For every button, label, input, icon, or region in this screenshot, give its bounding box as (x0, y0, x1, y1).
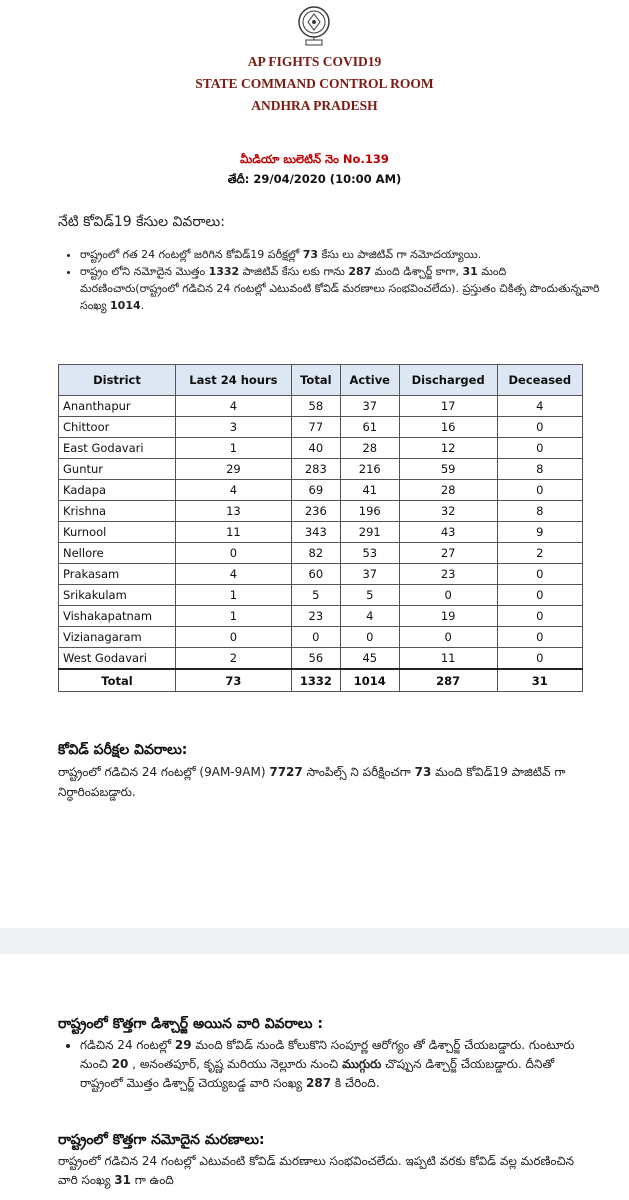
text: మంది మరణించారు(రాష్ట్రంలో గడిచిన 24 గంటల్లో ఎటువంటి కోవిడ్ మరణాలు సంభవించలేదు). ప్రస్తుతం చికిత్స పొందుతున్నవారి సంఖ్య (80, 265, 600, 312)
cell-deceased: 9 (497, 522, 582, 543)
samples-count: 7727 (269, 765, 303, 779)
three-each: ముగ్గురు (342, 1057, 382, 1071)
new-cases-count: 73 (302, 248, 318, 261)
table-row (59, 543, 583, 564)
text: మంది కోవిడ్19 పాజిటివ్ గా నిర్ధారింపబడ్డారు. (58, 765, 566, 799)
col-deceased: Deceased (497, 365, 582, 396)
section-title-discharges: రాష్ట్రంలో కొత్తగా డిశ్చార్జ్ అయిన వారి వివరాలు : (58, 1016, 323, 1032)
cell-discharged: 0 (399, 585, 497, 606)
discharged-count: 287 (348, 265, 372, 278)
cell-total: 69 (291, 480, 340, 501)
cell-active: 196 (340, 501, 399, 522)
text: రాష్ట్రంలో గడిచిన 24 గంటల్లో (9AM-9AM) (58, 765, 270, 779)
table-row (59, 396, 583, 417)
text: రాష్ట్రం లోని నమోదైన మొత్తం (80, 265, 209, 278)
cell-deceased: 2 (497, 543, 582, 564)
cell-deceased: 0 (497, 648, 582, 670)
cell-total: 343 (291, 522, 340, 543)
bullet-summary (80, 263, 600, 314)
bulletin-date (0, 172, 629, 189)
text: . (140, 299, 145, 312)
cell-total: 23 (291, 606, 340, 627)
cell-district: Chittoor (59, 417, 176, 438)
cell-district: Kurnool (59, 522, 176, 543)
header-line-3: ANDHRA PRADESH (251, 98, 378, 113)
cell-last-24-hours: 4 (175, 396, 291, 417)
cell-deceased: 0 (497, 606, 582, 627)
cell-discharged: 17 (399, 396, 497, 417)
cell-district: Guntur (59, 459, 176, 480)
bulletin-number: మీడియా బులెటిన్ నెం No.139 (240, 152, 389, 166)
total-deceased: 31 (497, 669, 582, 692)
total-discharged: 287 (306, 1076, 332, 1090)
cell-district: Vishakapatnam (59, 606, 176, 627)
text: గడిచిన 24 గంటల్లో (80, 1038, 175, 1052)
table-row (59, 606, 583, 627)
table-row (59, 522, 583, 543)
deaths-paragraph (58, 1152, 578, 1190)
total-total: 1332 (291, 669, 340, 692)
district-cases-table (58, 364, 583, 692)
section-title-today: నేటి కోవిడ్19 కేసుల వివరాలు: (58, 214, 225, 230)
bullet-discharges (80, 1036, 600, 1093)
cell-last-24-hours: 0 (175, 627, 291, 648)
cell-last-24-hours: 4 (175, 564, 291, 585)
today-bullets (62, 246, 600, 314)
date-label: తేదీ: (227, 172, 254, 186)
cell-district: Nellore (59, 543, 176, 564)
cell-last-24-hours: 1 (175, 438, 291, 459)
header-line-2: STATE COMMAND CONTROL ROOM (195, 76, 434, 91)
total-discharged: 287 (399, 669, 497, 692)
cell-discharged: 0 (399, 627, 497, 648)
cell-last-24-hours: 1 (175, 606, 291, 627)
cell-discharged: 32 (399, 501, 497, 522)
discharge-bullets (62, 1036, 600, 1093)
col-discharged: Discharged (399, 365, 497, 396)
text: మంది డిశ్చార్జ్ కాగా, (371, 265, 463, 278)
total-cases: 1332 (208, 265, 240, 278)
cell-discharged: 23 (399, 564, 497, 585)
cell-district: Ananthapur (59, 396, 176, 417)
cell-active: 53 (340, 543, 399, 564)
cell-last-24-hours: 1 (175, 585, 291, 606)
col-total: Total (291, 365, 340, 396)
section-title-deaths: రాష్ట్రంలో కొత్తగా నమోదైన మరణాలు: (58, 1132, 265, 1148)
cell-district: Vizianagaram (59, 627, 176, 648)
table-row (59, 438, 583, 459)
cell-total: 5 (291, 585, 340, 606)
table-row (59, 585, 583, 606)
table-row (59, 501, 583, 522)
cell-active: 45 (340, 648, 399, 670)
cell-discharged: 19 (399, 606, 497, 627)
cell-discharged: 27 (399, 543, 497, 564)
text: రాష్ట్రంలో గడిచిన 24 గంటల్లో ఎటువంటి కోవిడ్ మరణాలు సంభవించలేదు. ఇప్పటి వరకు కోవిడ్ వల్ల మరణించిన వారి సంఖ్య (58, 1154, 575, 1187)
cell-total: 77 (291, 417, 340, 438)
cell-deceased: 4 (497, 396, 582, 417)
cell-total: 0 (291, 627, 340, 648)
cell-total: 283 (291, 459, 340, 480)
total-district: Total (59, 669, 176, 692)
active-count: 1014 (110, 299, 141, 312)
cell-deceased: 0 (497, 564, 582, 585)
total-deaths: 31 (114, 1173, 131, 1187)
tests-paragraph (58, 762, 578, 802)
cell-total: 58 (291, 396, 340, 417)
cell-last-24-hours: 13 (175, 501, 291, 522)
page-break (0, 928, 629, 954)
cell-last-24-hours: 0 (175, 543, 291, 564)
cell-active: 41 (340, 480, 399, 501)
cell-discharged: 28 (399, 480, 497, 501)
cell-last-24-hours: 11 (175, 522, 291, 543)
state-emblem-icon (296, 4, 332, 48)
text: గా ఉంది (130, 1173, 174, 1187)
guntur-discharged: 20 (111, 1057, 129, 1071)
table-row (59, 564, 583, 585)
cell-active: 4 (340, 606, 399, 627)
text: రాష్ట్రంలో గత 24 గంటల్లో జరిగిన కోవిడ్19 పరీక్షల్లో (80, 248, 303, 261)
cell-active: 5 (340, 585, 399, 606)
cell-active: 28 (340, 438, 399, 459)
text: పాజిటివ్ కేసు లకు గాను (239, 265, 349, 278)
date-value: 29/04/2020 (10:00 AM) (253, 172, 402, 186)
cell-deceased: 0 (497, 438, 582, 459)
table-total-row (59, 669, 583, 692)
total-last-24-hours: 73 (175, 669, 291, 692)
positive-count: 73 (414, 765, 432, 779)
table-row (59, 480, 583, 501)
cell-deceased: 0 (497, 585, 582, 606)
cell-total: 60 (291, 564, 340, 585)
table-row (59, 648, 583, 670)
cell-discharged: 16 (399, 417, 497, 438)
cell-active: 291 (340, 522, 399, 543)
cell-district: East Godavari (59, 438, 176, 459)
text: , అనంతపూర్, కృష్ణ మరియు నెల్లూరు నుంచి (128, 1057, 343, 1071)
cell-district: Srikakulam (59, 585, 176, 606)
cell-deceased: 0 (497, 480, 582, 501)
cell-discharged: 43 (399, 522, 497, 543)
table-row (59, 417, 583, 438)
table-row (59, 627, 583, 648)
cell-active: 0 (340, 627, 399, 648)
total-active: 1014 (340, 669, 399, 692)
cell-deceased: 0 (497, 417, 582, 438)
text: సాంపిల్స్ ని పరీక్షించగా (302, 765, 415, 779)
text: మంది కోవిడ్ నుండి కోలుకొని సంపూర్ణ ఆరోగ్యం తో డిశ్చార్జ్ చేయబడ్డారు. గుంటూరు నుంచి (80, 1038, 575, 1071)
cell-active: 216 (340, 459, 399, 480)
section-title-tests: కోవిడ్ పరీక్షల వివరాలు: (58, 742, 188, 758)
cell-active: 61 (340, 417, 399, 438)
table-header-row (59, 365, 583, 396)
cell-deceased: 0 (497, 627, 582, 648)
text: కేసు లు పాజిటివ్ గా నమోదయ్యాయి. (318, 248, 482, 261)
cell-active: 37 (340, 396, 399, 417)
cell-total: 236 (291, 501, 340, 522)
cell-total: 82 (291, 543, 340, 564)
cell-district: Prakasam (59, 564, 176, 585)
cell-discharged: 12 (399, 438, 497, 459)
cell-district: Krishna (59, 501, 176, 522)
cell-discharged: 59 (399, 459, 497, 480)
cell-deceased: 8 (497, 501, 582, 522)
bullet-positive-cases (80, 246, 600, 263)
cell-district: Kadapa (59, 480, 176, 501)
cell-last-24-hours: 4 (175, 480, 291, 501)
cell-district: West Godavari (59, 648, 176, 670)
header-line-1: AP FIGHTS COVID19 (247, 54, 382, 69)
text: కి చేరింది. (331, 1076, 380, 1090)
table-row (59, 459, 583, 480)
deaths-count: 31 (462, 265, 478, 278)
discharged-24h: 29 (174, 1038, 192, 1052)
text: చొప్పున డిశ్చార్జ్ చేయబడ్డారు. దీనితో రాష్ట్రంలో మొత్తం డిశ్చార్జ్ చెయ్యబడ్డ వారి సంఖ్య (80, 1057, 555, 1090)
cell-last-24-hours: 2 (175, 648, 291, 670)
cell-discharged: 11 (399, 648, 497, 670)
cell-total: 56 (291, 648, 340, 670)
cell-total: 40 (291, 438, 340, 459)
col-last-24-hours: Last 24 hours (175, 365, 291, 396)
cell-deceased: 8 (497, 459, 582, 480)
table-body (59, 396, 583, 692)
cell-last-24-hours: 3 (175, 417, 291, 438)
cell-active: 37 (340, 564, 399, 585)
col-district: District (59, 365, 176, 396)
cell-last-24-hours: 29 (175, 459, 291, 480)
col-active: Active (340, 365, 399, 396)
